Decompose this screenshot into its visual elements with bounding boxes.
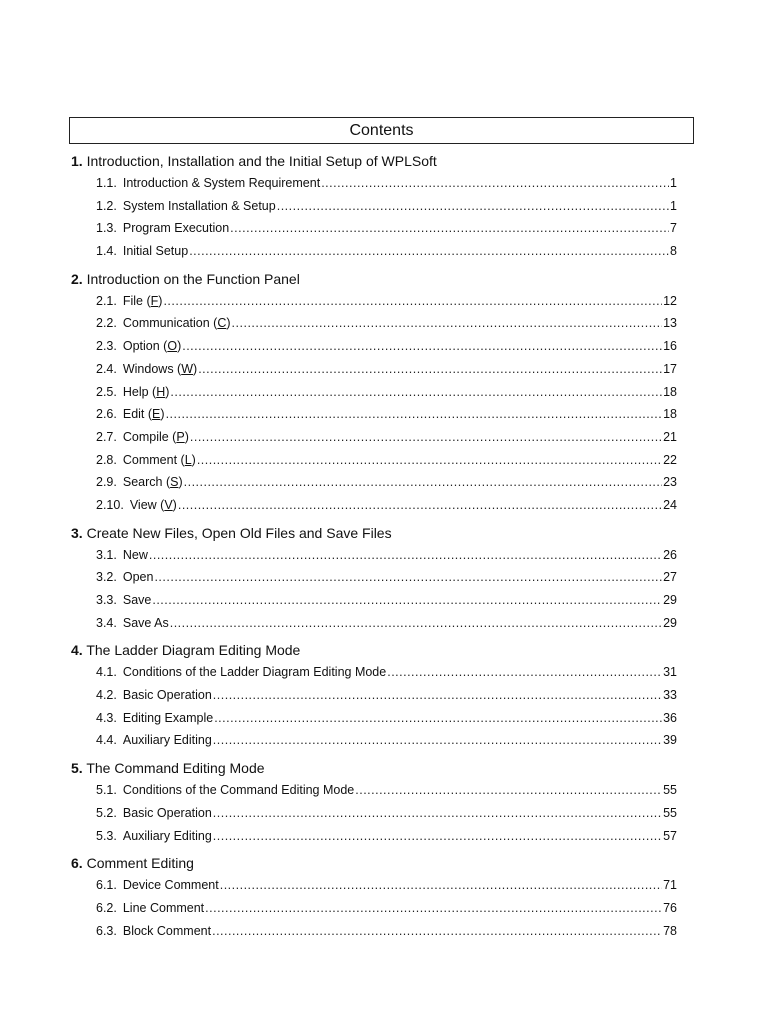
entry-label-text: Search (: [122, 475, 171, 490]
entry-label-text: Conditions of the Ladder Diagram Editing Mode: [122, 665, 387, 680]
entry-number: 2.3.: [96, 339, 117, 354]
entry-number: 2.8.: [96, 452, 117, 467]
entry-number: 3.1.: [96, 547, 117, 562]
section-title: Introduction on the Function Panel: [86, 270, 300, 287]
dot-leader: [163, 290, 662, 313]
dot-leader: [220, 874, 662, 897]
dot-leader: [277, 195, 669, 218]
toc-entry[interactable]: [71, 335, 677, 358]
entry-number: 4.3.: [96, 710, 117, 725]
toc-entry[interactable]: [71, 544, 677, 567]
entry-number: 2.10.: [96, 497, 124, 512]
entry-page-number: 23: [663, 475, 677, 490]
entry-number: 1.1.: [96, 176, 117, 190]
entry-label-suffix: ): [177, 339, 182, 354]
entry-hotkey: H: [156, 384, 166, 399]
entry-label-text: Help (: [122, 384, 157, 399]
section-number: 3.: [71, 524, 83, 541]
toc-section: [71, 268, 677, 517]
entry-label: [130, 494, 177, 517]
toc-entry[interactable]: [71, 449, 677, 472]
toc-entry[interactable]: [71, 802, 677, 825]
section-title: Comment Editing: [86, 855, 194, 872]
entry-page-number: 27: [663, 570, 677, 585]
entry-page-number: 21: [663, 429, 677, 444]
entry-label-text: Save: [122, 593, 152, 607]
dot-leader: [205, 897, 662, 920]
entry-label-text: System Installation & Setup: [122, 198, 276, 213]
entry-hotkey: O: [167, 339, 178, 354]
entry-label: [123, 707, 213, 730]
entry-hotkey: L: [184, 452, 192, 467]
dot-leader: [170, 381, 662, 404]
entry-label-suffix: ): [165, 384, 170, 399]
entry-label: [123, 897, 204, 920]
dot-leader: [149, 544, 662, 567]
entry-label-text: View (: [129, 497, 165, 512]
dot-leader: [198, 358, 662, 381]
toc-entry[interactable]: [71, 172, 677, 195]
entry-label: [123, 195, 276, 218]
entry-label: [123, 403, 165, 426]
entry-label-suffix: ): [158, 293, 163, 308]
entry-page-number: 18: [663, 384, 677, 399]
entry-label: [123, 381, 170, 404]
entry-page-number: 55: [663, 805, 677, 820]
dot-leader: [184, 471, 662, 494]
entry-page-number: 22: [663, 452, 677, 467]
dot-leader: [230, 217, 669, 240]
entry-label: [123, 358, 197, 381]
entry-number: 5.3.: [96, 828, 117, 843]
dot-leader: [197, 449, 662, 472]
toc-section: [71, 852, 677, 942]
entry-number: 1.4.: [96, 244, 117, 259]
entry-number: 2.6.: [96, 407, 117, 422]
toc-entry[interactable]: [71, 381, 677, 404]
toc-section: [71, 757, 677, 847]
entry-label-text: File (: [122, 293, 151, 308]
entry-label-text: Communication (: [122, 316, 218, 331]
entry-page-number: 57: [663, 828, 677, 843]
entry-label: [123, 544, 148, 567]
entry-label: [123, 290, 163, 313]
toc-entry[interactable]: [71, 471, 677, 494]
entry-label-text: New: [122, 547, 148, 562]
toc-entry[interactable]: [71, 589, 677, 612]
entry-number: 2.4.: [96, 361, 117, 376]
entry-label-text: Compile (: [122, 429, 177, 444]
entry-page-number: 13: [663, 316, 677, 331]
table-of-contents: [71, 150, 677, 947]
toc-entry[interactable]: [71, 312, 677, 335]
entry-number: 5.2.: [96, 805, 117, 820]
page-title: Contents: [349, 121, 414, 139]
dot-leader: [212, 920, 662, 943]
entry-label: [123, 779, 354, 802]
entry-page-number: 1: [670, 176, 677, 190]
dot-leader: [232, 312, 663, 335]
entry-label: [123, 312, 231, 335]
entry-label-text: Block Comment: [122, 923, 212, 938]
entry-page-number: 31: [663, 665, 677, 680]
entry-page-number: 17: [663, 361, 677, 376]
entry-number: 1.3.: [96, 221, 117, 236]
entry-label: [123, 825, 212, 848]
toc-section: [71, 639, 677, 752]
entry-page-number: 18: [663, 407, 677, 422]
entry-label: [123, 471, 183, 494]
entry-label: [123, 729, 212, 752]
section-heading[interactable]: [71, 852, 677, 874]
toc-entry[interactable]: [71, 403, 677, 426]
section-heading[interactable]: [71, 268, 677, 290]
entry-page-number: 39: [663, 733, 677, 748]
dot-leader: [189, 240, 669, 263]
section-heading[interactable]: [71, 639, 677, 661]
dot-leader: [213, 825, 662, 848]
entry-page-number: 24: [663, 497, 677, 512]
entry-page-number: 36: [663, 710, 677, 725]
toc-entry[interactable]: [71, 566, 677, 589]
entry-page-number: 29: [663, 593, 677, 607]
dot-leader: [152, 589, 662, 612]
entry-number: 5.1.: [96, 783, 117, 798]
entry-hotkey: C: [217, 316, 227, 331]
entry-number: 6.3.: [96, 923, 117, 938]
entry-number: 2.1.: [96, 293, 117, 308]
entry-label-text: Windows (: [122, 361, 182, 376]
entry-label: [123, 589, 152, 612]
dot-leader: [154, 566, 662, 589]
entry-number: 6.1.: [96, 878, 117, 893]
entry-label-suffix: ): [160, 407, 165, 422]
entry-label: [123, 240, 188, 263]
toc-entry[interactable]: [71, 612, 677, 635]
section-title: The Command Editing Mode: [86, 760, 265, 777]
toc-entry[interactable]: [71, 920, 677, 943]
entry-label: [123, 920, 211, 943]
entry-label-text: Auxiliary Editing: [122, 733, 212, 748]
toc-entry[interactable]: [71, 426, 677, 449]
entry-hotkey: E: [152, 407, 161, 422]
entry-label-suffix: ): [226, 316, 231, 331]
toc-entry[interactable]: [71, 825, 677, 848]
entry-page-number: 12: [663, 293, 677, 308]
entry-page-number: 78: [663, 923, 677, 938]
entry-page-number: 1: [670, 198, 677, 213]
section-title: The Ladder Diagram Editing Mode: [86, 642, 301, 659]
entry-label: [123, 684, 212, 707]
entry-label: [123, 661, 386, 684]
contents-title-box: [69, 117, 694, 144]
dot-leader: [213, 802, 662, 825]
dot-leader: [214, 707, 662, 730]
entry-label-suffix: ): [184, 429, 189, 444]
entry-label: [123, 612, 169, 635]
entry-label: [123, 566, 154, 589]
toc-entry[interactable]: [71, 494, 677, 517]
entry-label-text: Basic Operation: [122, 805, 212, 820]
section-title: Create New Files, Open Old Files and Save Files: [86, 524, 392, 541]
entry-page-number: 33: [663, 688, 677, 703]
toc-entry[interactable]: [71, 779, 677, 802]
section-number: 4.: [71, 642, 83, 659]
entry-label-suffix: ): [193, 361, 198, 376]
toc-entry[interactable]: [71, 290, 677, 313]
toc-entry[interactable]: [71, 684, 677, 707]
entry-label-text: Basic Operation: [122, 688, 212, 703]
toc-section: [71, 522, 677, 635]
section-heading[interactable]: [71, 522, 677, 544]
entry-hotkey: V: [164, 497, 173, 512]
entry-hotkey: W: [181, 361, 194, 376]
entry-number: 3.3.: [96, 593, 117, 607]
entry-label: [123, 335, 181, 358]
entry-label-text: Introduction & System Requirement: [122, 176, 321, 190]
section-number: 2.: [71, 270, 83, 287]
entry-number: 3.4.: [96, 615, 117, 630]
entry-label-text: Device Comment: [122, 878, 219, 893]
entry-hotkey: P: [176, 429, 185, 444]
toc-entry[interactable]: [71, 874, 677, 897]
toc-entry[interactable]: [71, 897, 677, 920]
entry-label-text: Line Comment: [122, 900, 205, 915]
entry-label-suffix: ): [172, 497, 177, 512]
entry-number: 4.4.: [96, 733, 117, 748]
section-heading[interactable]: [71, 757, 677, 779]
entry-page-number: 16: [663, 339, 677, 354]
entry-label-text: Option (: [122, 339, 168, 354]
dot-leader: [182, 335, 662, 358]
toc-entry[interactable]: [71, 195, 677, 218]
entry-label-text: Auxiliary Editing: [122, 828, 212, 843]
entry-label-suffix: ): [178, 475, 183, 490]
entry-hotkey: S: [170, 475, 179, 490]
entry-number: 3.2.: [96, 570, 117, 585]
entry-number: 6.2.: [96, 900, 117, 915]
entry-page-number: 26: [663, 547, 677, 562]
dot-leader: [178, 494, 662, 517]
toc-entry[interactable]: [71, 240, 677, 263]
entry-label-text: Editing Example: [122, 710, 214, 725]
entry-label-text: Conditions of the Command Editing Mode: [122, 783, 355, 798]
entry-label-text: Open: [122, 570, 154, 585]
entry-label-text: Program Execution: [122, 221, 230, 236]
entry-number: 2.2.: [96, 316, 117, 331]
section-number: 5.: [71, 760, 83, 777]
entry-label-suffix: ): [191, 452, 196, 467]
toc-entry[interactable]: [71, 707, 677, 730]
entry-page-number: 76: [663, 900, 677, 915]
entry-number: 4.1.: [96, 665, 117, 680]
toc-entry[interactable]: [71, 661, 677, 684]
dot-leader: [387, 661, 662, 684]
entry-label-text: Save As: [122, 615, 169, 630]
section-title: Introduction, Installation and the Initial Setup of WPLSoft: [86, 153, 437, 169]
entry-number: 1.2.: [96, 198, 117, 213]
dot-leader: [190, 426, 662, 449]
entry-page-number: 29: [663, 615, 677, 630]
entry-label-text: Initial Setup: [122, 244, 189, 259]
entry-hotkey: F: [150, 293, 159, 308]
entry-number: 2.9.: [96, 475, 117, 490]
entry-label-text: Edit (: [122, 407, 153, 422]
entry-label: [123, 426, 189, 449]
section-number: 1.: [71, 153, 83, 169]
entry-label: [123, 449, 196, 472]
entry-number: 2.7.: [96, 429, 117, 444]
entry-number: 2.5.: [96, 384, 117, 399]
entry-label: [123, 217, 229, 240]
entry-label: [123, 802, 212, 825]
entry-label-text: Comment (: [122, 452, 185, 467]
dot-leader: [170, 612, 662, 635]
toc-entry[interactable]: [71, 358, 677, 381]
entry-page-number: 7: [670, 221, 677, 236]
toc-entry[interactable]: [71, 217, 677, 240]
section-number: 6.: [71, 855, 83, 872]
entry-page-number: 8: [670, 244, 677, 259]
dot-leader: [321, 172, 669, 195]
entry-label: [123, 172, 320, 195]
entry-page-number: 71: [663, 878, 677, 893]
entry-number: 4.2.: [96, 688, 117, 703]
section-heading[interactable]: [71, 150, 677, 172]
entry-page-number: 55: [663, 783, 677, 798]
toc-entry[interactable]: [71, 729, 677, 752]
dot-leader: [213, 729, 662, 752]
toc-section: [71, 150, 677, 263]
dot-leader: [166, 403, 663, 426]
dot-leader: [355, 779, 662, 802]
dot-leader: [213, 684, 662, 707]
entry-label: [123, 874, 219, 897]
